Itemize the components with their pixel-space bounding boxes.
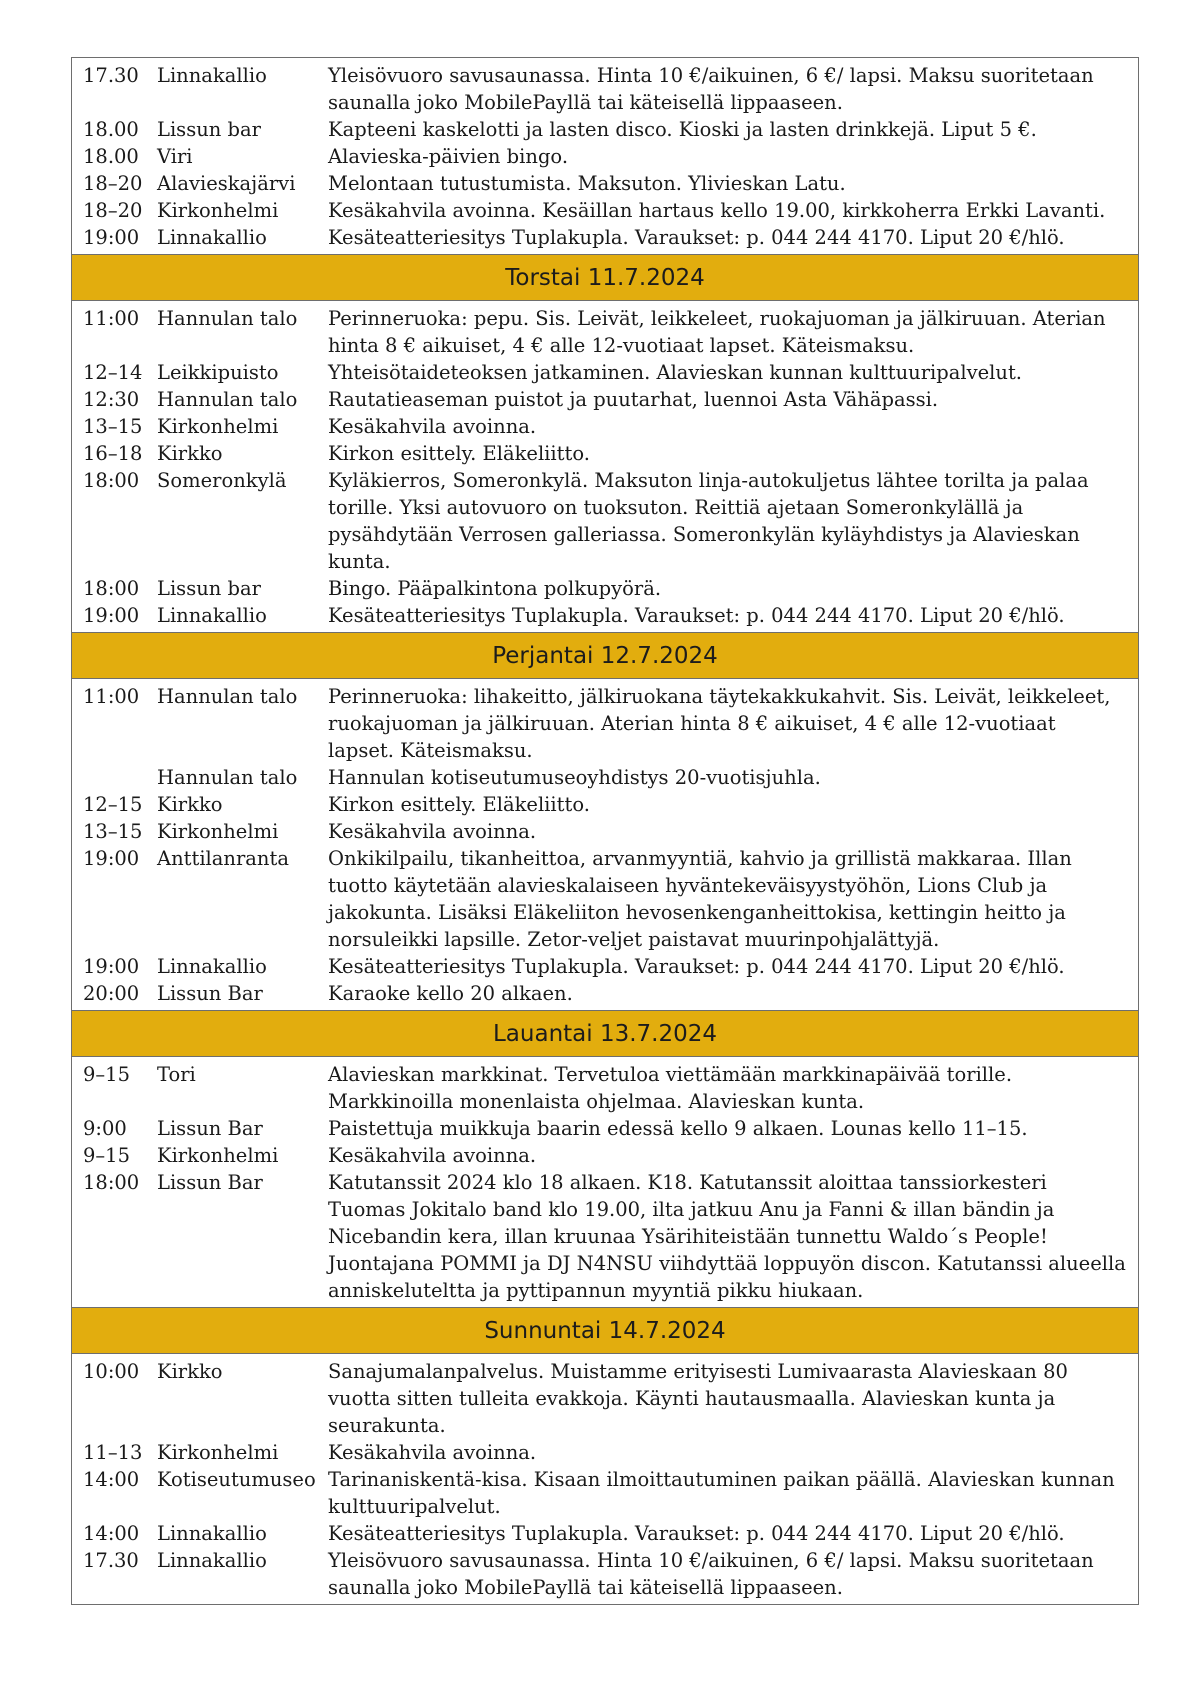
event-description: Kesäteatteriesitys Tuplakupla. Varaukset: p. 044 244 4170. Liput 20 €/hlö. xyxy=(328,226,1065,249)
event-place: Lissun Bar xyxy=(157,1171,263,1194)
event-row xyxy=(72,1547,1138,1601)
day-events xyxy=(72,1354,1138,1604)
event-time: 14:00 xyxy=(83,1522,140,1545)
event-description: Melontaan tutustumista. Maksuton. Ylivieskan Latu. xyxy=(328,172,846,195)
event-place: Kirkko xyxy=(157,793,223,816)
day-events xyxy=(72,301,1138,632)
event-row xyxy=(72,143,1138,170)
event-place: Someronkylä xyxy=(157,469,287,492)
event-description: Rautatieaseman puistot ja puutarhat, luennoi Asta Vähäpassi. xyxy=(328,388,939,411)
event-row xyxy=(72,1520,1138,1547)
event-place: Lissun Bar xyxy=(157,1117,263,1140)
event-place: Kirkonhelmi xyxy=(157,1144,279,1167)
event-description: Perinneruoka: pepu. Sis. Leivät, leikkeleet, ruokajuoman ja jälkiruuan. Aterian hinta 8 € aikuiset, 4 € alle 12-vuotiaat lapset. Käteismaksu. xyxy=(328,307,1106,357)
event-place: Linnakallio xyxy=(157,1549,267,1572)
event-place: Linnakallio xyxy=(157,226,267,249)
event-time: 11–13 xyxy=(83,1441,143,1464)
event-row xyxy=(72,575,1138,602)
event-description: Kirkon esittely. Eläkeliitto. xyxy=(328,442,590,465)
event-row xyxy=(72,359,1138,386)
event-row xyxy=(72,1142,1138,1169)
event-description: Onkikilpailu, tikanheittoa, arvanmyyntiä, kahvio ja grillistä makkaraa. Illan tuotto käytetään alavieskalaiseen hyväntekeväisyystyöhön, Lions Club ja jakokunta. Lisäksi Eläkeliiton hevosenkenganheittokisa, kettingin heitto ja norsuleikki lapsille. Zetor-veljet paistavat muurinpohjalättyjä. xyxy=(328,847,1072,951)
event-place: Linnakallio xyxy=(157,955,267,978)
event-place: Kotiseutumuseo xyxy=(157,1468,316,1491)
event-description: Perinneruoka: lihakeitto, jälkiruokana täytekakkukahvit. Sis. Leivät, leikkeleet, ruokajuoman ja jälkiruuan. Aterian hinta 8 € aikuiset, 4 € alle 12-vuotiaat lapset. Käteismaksu. xyxy=(328,685,1111,762)
event-row xyxy=(72,197,1138,224)
event-row xyxy=(72,116,1138,143)
event-place: Viri xyxy=(157,145,193,168)
event-time: 19:00 xyxy=(83,955,140,978)
event-place: Kirkko xyxy=(157,442,223,465)
event-description: Tarinaniskentä-kisa. Kisaan ilmoittautuminen paikan päällä. Alavieskan kunnan kulttuuripalvelut. xyxy=(328,1468,1115,1518)
event-description: Kyläkierros, Someronkylä. Maksuton linja-autokuljetus lähtee torilta ja palaa torille. Yksi autovuoro on tuoksuton. Reittiä ajetaan Someronkylällä ja pysähdytään Verrosen galleriassa. Someronkylän kyläyhdistys ja Alavieskan kunta. xyxy=(328,469,1089,573)
event-description: Kesäteatteriesitys Tuplakupla. Varaukset: p. 044 244 4170. Liput 20 €/hlö. xyxy=(328,604,1065,627)
event-time: 17.30 xyxy=(83,1549,139,1572)
event-description: Kesäkahvila avoinna. xyxy=(328,1441,537,1464)
event-time: 9–15 xyxy=(83,1063,130,1086)
event-row xyxy=(72,440,1138,467)
event-time: 18:00 xyxy=(83,577,140,600)
event-description: Yleisövuoro savusaunassa. Hinta 10 €/aikuinen, 6 €/ lapsi. Maksu suoritetaan saunalla joko MobilePayllä tai käteisellä lippaaseen. xyxy=(328,64,1094,114)
event-row xyxy=(72,980,1138,1007)
event-row xyxy=(72,1358,1138,1439)
event-row xyxy=(72,467,1138,575)
event-time: 9:00 xyxy=(83,1117,127,1140)
event-description: Sanajumalanpalvelus. Muistamme erityisesti Lumivaarasta Alavieskaan 80 vuotta sitten tulleita evakkoja. Käynti hautausmaalla. Alavieskan kunta ja seurakunta. xyxy=(328,1360,1068,1437)
event-time: 11:00 xyxy=(83,307,140,330)
event-row xyxy=(72,953,1138,980)
event-place: Hannulan talo xyxy=(157,685,298,708)
event-row xyxy=(72,683,1138,764)
event-place: Hannulan talo xyxy=(157,307,298,330)
event-description: Katutanssit 2024 klo 18 alkaen. K18. Katutanssit aloittaa tanssiorkesteri Tuomas Jokitalo band klo 19.00, ilta jatkuu Anu ja Fanni & illan bändin ja Nicebandin kera, illan kruunaa Ysärihiteistään tunnettu Waldo´s People! Juontajana POMMI ja DJ N4NSU viihdyttää loppuyön discon. Katutanssi alueella anniskeluteltta ja pyttipannun myyntiä pikku hiukaan. xyxy=(328,1171,1126,1302)
event-time: 9–15 xyxy=(83,1144,130,1167)
day-header: Sunnuntai 14.7.2024 xyxy=(72,1307,1138,1354)
event-place: Lissun bar xyxy=(157,577,261,600)
event-time: 18.00 xyxy=(83,145,139,168)
event-row xyxy=(72,1115,1138,1142)
event-place: Hannulan talo xyxy=(157,388,298,411)
event-place: Leikkipuisto xyxy=(157,361,279,384)
event-time: 10:00 xyxy=(83,1360,140,1383)
event-time: 12–14 xyxy=(83,361,143,384)
event-row xyxy=(72,386,1138,413)
event-time: 19:00 xyxy=(83,847,140,870)
event-time: 11:00 xyxy=(83,685,140,708)
event-time: 18–20 xyxy=(83,199,143,222)
event-place: Kirkonhelmi xyxy=(157,820,279,843)
event-place: Kirkonhelmi xyxy=(157,1441,279,1464)
event-place: Linnakallio xyxy=(157,604,267,627)
event-time: 19:00 xyxy=(83,226,140,249)
event-description: Kapteeni kaskelotti ja lasten disco. Kioski ja lasten drinkkejä. Liput 5 €. xyxy=(328,118,1037,141)
event-place: Tori xyxy=(157,1063,196,1086)
day-events xyxy=(72,1057,1138,1307)
event-row xyxy=(72,170,1138,197)
event-row xyxy=(72,845,1138,953)
event-time: 18:00 xyxy=(83,1171,140,1194)
event-time: 19:00 xyxy=(83,604,140,627)
event-place: Lissun Bar xyxy=(157,982,263,1005)
event-row xyxy=(72,1466,1138,1520)
event-place: Anttilanranta xyxy=(157,847,289,870)
event-place: Linnakallio xyxy=(157,1522,267,1545)
event-time: 17.30 xyxy=(83,64,139,87)
event-description: Yhteisötaideteoksen jatkaminen. Alavieskan kunnan kulttuuripalvelut. xyxy=(328,361,1022,384)
event-place: Kirkonhelmi xyxy=(157,415,279,438)
event-row xyxy=(72,1169,1138,1304)
event-row xyxy=(72,602,1138,629)
event-description: Alavieskan markkinat. Tervetuloa viettämään markkinapäivää torille. Markkinoilla monenlaista ohjelmaa. Alavieskan kunta. xyxy=(328,1063,1013,1113)
event-time: 16–18 xyxy=(83,442,143,465)
event-place: Kirkko xyxy=(157,1360,223,1383)
event-description: Kesäteatteriesitys Tuplakupla. Varaukset: p. 044 244 4170. Liput 20 €/hlö. xyxy=(328,955,1065,978)
day-events xyxy=(72,58,1138,254)
event-time: 14:00 xyxy=(83,1468,140,1491)
event-description: Paistettuja muikkuja baarin edessä kello 9 alkaen. Lounas kello 11–15. xyxy=(328,1117,1028,1140)
event-row xyxy=(72,1439,1138,1466)
event-row xyxy=(72,224,1138,251)
event-time: 12–15 xyxy=(83,793,143,816)
event-time: 18:00 xyxy=(83,469,140,492)
event-schedule-table xyxy=(71,57,1139,1605)
event-row xyxy=(72,62,1138,116)
event-place: Alavieskajärvi xyxy=(157,172,296,195)
event-time: 13–15 xyxy=(83,820,143,843)
day-header: Perjantai 12.7.2024 xyxy=(72,632,1138,679)
event-description: Hannulan kotiseutumuseoyhdistys 20-vuotisjuhla. xyxy=(328,766,821,789)
event-time: 12:30 xyxy=(83,388,140,411)
event-row xyxy=(72,413,1138,440)
event-row xyxy=(72,764,1138,791)
event-description: Alavieska-päivien bingo. xyxy=(328,145,569,168)
event-time: 13–15 xyxy=(83,415,143,438)
event-row xyxy=(72,791,1138,818)
event-time xyxy=(72,764,157,791)
event-time: 20:00 xyxy=(83,982,140,1005)
event-description: Kesäteatteriesitys Tuplakupla. Varaukset: p. 044 244 4170. Liput 20 €/hlö. xyxy=(328,1522,1065,1545)
day-header: Torstai 11.7.2024 xyxy=(72,254,1138,301)
day-header: Lauantai 13.7.2024 xyxy=(72,1010,1138,1057)
event-place: Lissun bar xyxy=(157,118,261,141)
event-description: Kesäkahvila avoinna. xyxy=(328,1144,537,1167)
event-row xyxy=(72,305,1138,359)
event-row xyxy=(72,1061,1138,1115)
event-description: Kirkon esittely. Eläkeliitto. xyxy=(328,793,590,816)
event-time: 18–20 xyxy=(83,172,143,195)
event-description: Kesäkahvila avoinna. Kesäillan hartaus kello 19.00, kirkkoherra Erkki Lavanti. xyxy=(328,199,1106,222)
event-row xyxy=(72,818,1138,845)
event-description: Karaoke kello 20 alkaen. xyxy=(328,982,573,1005)
event-place: Hannulan talo xyxy=(157,766,298,789)
event-place: Linnakallio xyxy=(157,64,267,87)
event-place: Kirkonhelmi xyxy=(157,199,279,222)
event-description: Kesäkahvila avoinna. xyxy=(328,415,537,438)
event-description: Bingo. Pääpalkintona polkupyörä. xyxy=(328,577,662,600)
day-events xyxy=(72,679,1138,1010)
event-time: 18.00 xyxy=(83,118,139,141)
event-description: Yleisövuoro savusaunassa. Hinta 10 €/aikuinen, 6 €/ lapsi. Maksu suoritetaan saunalla joko MobilePayllä tai käteisellä lippaaseen. xyxy=(328,1549,1094,1599)
event-description: Kesäkahvila avoinna. xyxy=(328,820,537,843)
